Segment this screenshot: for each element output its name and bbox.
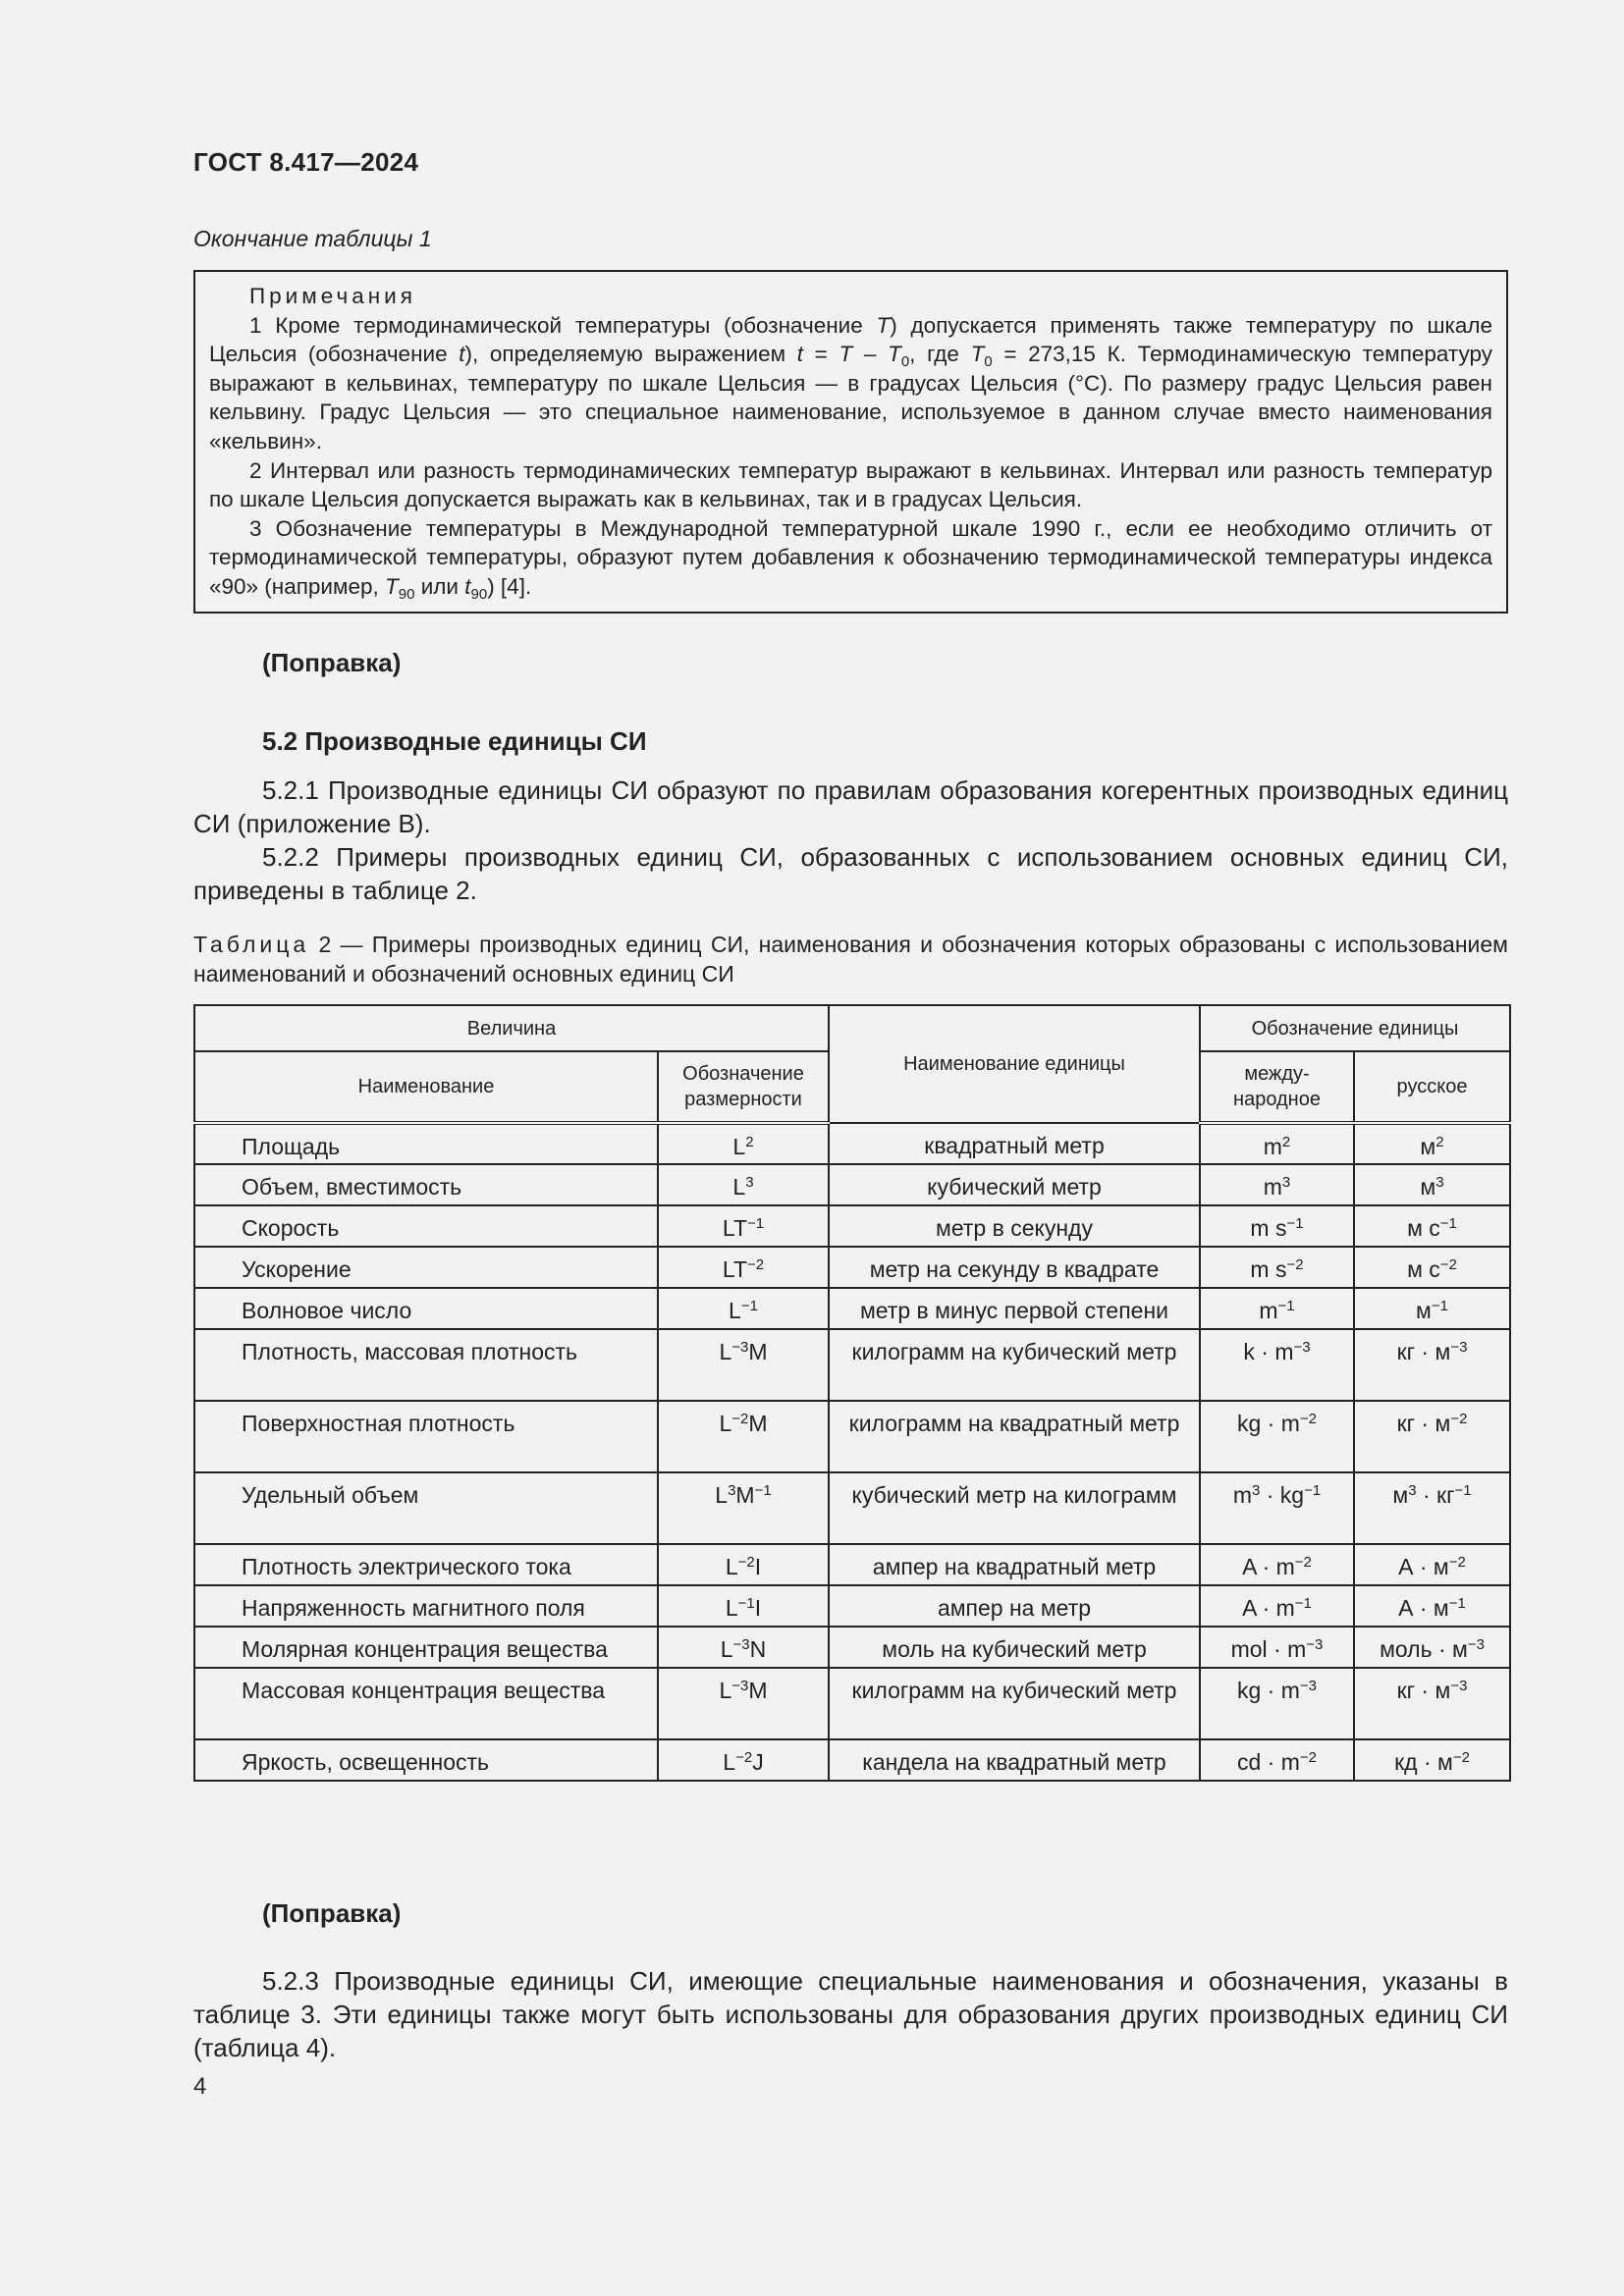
header-international: между-народное xyxy=(1200,1051,1354,1123)
unit-name-cell: метр на секунду в квадрате xyxy=(829,1247,1200,1288)
quantity-name-cell: Удельный объем xyxy=(194,1472,658,1544)
header-quantity: Величина xyxy=(194,1005,829,1051)
russian-symbol-cell: $м^2$ xyxy=(1354,1123,1510,1164)
header-unit-name: Наименование единицы xyxy=(829,1005,1200,1123)
unit-name-cell: кандела на квадратный метр xyxy=(829,1739,1200,1781)
international-symbol-cell: $k \cdot m^{-3}$ xyxy=(1200,1329,1354,1401)
quantity-name-cell: Напряженность магнитного поля xyxy=(194,1585,658,1627)
quantity-name-cell: Молярная концентрация вещества xyxy=(194,1627,658,1668)
quantity-name-cell: Ускорение xyxy=(194,1247,658,1288)
international-symbol-cell: $m^2$ xyxy=(1200,1123,1354,1164)
quantity-name-cell: Скорость xyxy=(194,1205,658,1247)
unit-name-cell: ампер на метр xyxy=(829,1585,1200,1627)
table-row xyxy=(194,1401,1510,1472)
russian-symbol-cell: м $с^{-2}$ xyxy=(1354,1247,1510,1288)
russian-symbol-cell: $м^3 \cdot кг^{-1}$ xyxy=(1354,1472,1510,1544)
russian-symbol-cell: кг · $м^{-3}$ xyxy=(1354,1329,1510,1401)
international-symbol-cell: $A \cdot m^{-1}$ xyxy=(1200,1585,1354,1627)
amendment-label-2: (Поправка) xyxy=(262,1898,402,1928)
russian-symbol-cell: кг · $м^{-3}$ xyxy=(1354,1668,1510,1739)
quantity-name-cell: Яркость, освещенность xyxy=(194,1739,658,1781)
paragraphs-521-522 xyxy=(193,774,1508,907)
russian-symbol-cell: кд · $м^{-2}$ xyxy=(1354,1739,1510,1781)
unit-name-cell: килограмм на квадратный метр xyxy=(829,1401,1200,1472)
international-symbol-cell: kg · $m^{-2}$ xyxy=(1200,1401,1354,1472)
table-row xyxy=(194,1247,1510,1288)
international-symbol-cell: m $s^{-1}$ xyxy=(1200,1205,1354,1247)
table-caption-label: Таблица xyxy=(193,932,310,957)
table-caption-text: 2 — Примеры производных единиц СИ, наименования и обозначения которых образованы с использованием наименований и обозначений основных единиц СИ xyxy=(193,932,1508,987)
unit-name-cell: ампер на квадратный метр xyxy=(829,1544,1200,1585)
international-symbol-cell: kg · $m^{-3}$ xyxy=(1200,1668,1354,1739)
international-symbol-cell: mol · $m^{-3}$ xyxy=(1200,1627,1354,1668)
header-name: Наименование xyxy=(194,1051,658,1123)
russian-symbol-cell: моль · $м^{-3}$ xyxy=(1354,1627,1510,1668)
dimension-cell: $L^{-2}M$ xyxy=(658,1401,829,1472)
note-3: 3 Обозначение температуры в Международной температурной шкале 1990 г., если ее необходимо отличить от термодинамической температуры, образуют путем добавления к обозначению термодинамической температуры индекса «90» (например, $T_{90}$ или $t_{90}$) [4]. xyxy=(209,515,1492,603)
header-dimension: Обозначение размерности xyxy=(658,1051,829,1123)
unit-name-cell: метр в минус первой степени xyxy=(829,1288,1200,1329)
russian-symbol-cell: $м^{-1}$ xyxy=(1354,1288,1510,1329)
unit-name-cell: килограмм на кубический метр xyxy=(829,1329,1200,1401)
table-caption xyxy=(193,930,1508,988)
international-symbol-cell: m $s^{-2}$ xyxy=(1200,1247,1354,1288)
international-symbol-cell: $m^3 \cdot kg^{-1}$ xyxy=(1200,1472,1354,1544)
table-row xyxy=(194,1164,1510,1205)
table-row xyxy=(194,1627,1510,1668)
russian-symbol-cell: $А \cdot м^{-2}$ xyxy=(1354,1544,1510,1585)
table-row xyxy=(194,1668,1510,1739)
quantity-name-cell: Площадь xyxy=(194,1123,658,1164)
dimension-cell: $LT^{-2}$ xyxy=(658,1247,829,1288)
note-1: 1 Кроме термодинамической температуры (обозначение T) допускается применять также температуру по шкале Цельсия (обозначение t), определяемую выражением $t = T - T_0$, где $T_0 = 273,15$ К. Термодинамическую температуру выражают в кельвинах, температуру по шкале Цельсия — в градусах Цельсия (°С). По размеру градус Цельсия равен кельвину. Градус Цельсия — это специальное наименование, используемое в данном случае вместо наименования «кельвин». xyxy=(209,312,1493,454)
para-5-2-3: 5.2.3 Производные единицы СИ, имеющие специальные наименования и обозначения, указаны в таблице 3. Эти единицы также могут быть использованы для образования других производных единиц СИ (таблица 4). xyxy=(193,1966,1508,2062)
amendment-label-1: (Поправка) xyxy=(262,648,402,677)
dimension-cell: $L^{-1}$ xyxy=(658,1288,829,1329)
table-row xyxy=(194,1329,1510,1401)
unit-name-cell: метр в секунду xyxy=(829,1205,1200,1247)
dimension-cell: $L^{-1}I$ xyxy=(658,1585,829,1627)
header-unit-symbol: Обозначение единицы xyxy=(1200,1005,1510,1051)
international-symbol-cell: $m^{-1}$ xyxy=(1200,1288,1354,1329)
international-symbol-cell: $m^3$ xyxy=(1200,1164,1354,1205)
dimension-cell: $L^2$ xyxy=(658,1123,829,1164)
unit-name-cell: моль на кубический метр xyxy=(829,1627,1200,1668)
russian-symbol-cell: $м^3$ xyxy=(1354,1164,1510,1205)
page-number: 4 xyxy=(193,2073,207,2100)
paragraph-523 xyxy=(193,1964,1508,2064)
header-russian: русское xyxy=(1354,1051,1510,1123)
dimension-cell: $L^{-2}J$ xyxy=(658,1739,829,1781)
russian-symbol-cell: $А \cdot м^{-1}$ xyxy=(1354,1585,1510,1627)
notes-box xyxy=(193,270,1508,614)
quantity-name-cell: Массовая концентрация вещества xyxy=(194,1668,658,1739)
unit-name-cell: квадратный метр xyxy=(829,1123,1200,1164)
table-row xyxy=(194,1739,1510,1781)
unit-name-cell: кубический метр на килограмм xyxy=(829,1472,1200,1544)
table-row xyxy=(194,1472,1510,1544)
dimension-cell: $L^{-3}M$ xyxy=(658,1668,829,1739)
note-2: 2 Интервал или разность термодинамических температур выражают в кельвинах. Интервал или разность температур по шкале Цельсия допускается выражать как в кельвинах, так и в градусах Цельсия. xyxy=(209,457,1492,512)
dimension-cell: $L^{-3}N$ xyxy=(658,1627,829,1668)
dimension-cell: $LT^{-1}$ xyxy=(658,1205,829,1247)
table-row xyxy=(194,1544,1510,1585)
table-continuation-label: Окончание таблицы 1 xyxy=(193,226,432,251)
table-row xyxy=(194,1585,1510,1627)
dimension-cell: $L^{-3}M$ xyxy=(658,1329,829,1401)
russian-symbol-cell: кг · $м^{-2}$ xyxy=(1354,1401,1510,1472)
section-title: 5.2 Производные единицы СИ xyxy=(262,726,647,756)
para-5-2-1: 5.2.1 Производные единицы СИ образуют по правилам образования когерентных производных единиц СИ (приложение В). xyxy=(193,775,1508,838)
international-symbol-cell: $A \cdot m^{-2}$ xyxy=(1200,1544,1354,1585)
table-row xyxy=(194,1123,1510,1164)
quantity-name-cell: Плотность электрического тока xyxy=(194,1544,658,1585)
quantity-name-cell: Поверхностная плотность xyxy=(194,1401,658,1472)
para-5-2-2: 5.2.2 Примеры производных единиц СИ, образованных с использованием основных единиц СИ, приведены в таблице 2. xyxy=(193,842,1508,905)
quantity-name-cell: Плотность, массовая плотность xyxy=(194,1329,658,1401)
dimension-cell: $L^3$ xyxy=(658,1164,829,1205)
unit-name-cell: кубический метр xyxy=(829,1164,1200,1205)
international-symbol-cell: cd · $m^{-2}$ xyxy=(1200,1739,1354,1781)
notes-title: Примечания xyxy=(249,284,416,308)
dimension-cell: $L^{-2}I$ xyxy=(658,1544,829,1585)
unit-name-cell: килограмм на кубический метр xyxy=(829,1668,1200,1739)
units-table xyxy=(193,1004,1511,1782)
table-row xyxy=(194,1288,1510,1329)
dimension-cell: $L^3M^{-1}$ xyxy=(658,1472,829,1544)
table-row xyxy=(194,1205,1510,1247)
document-header: ГОСТ 8.417—2024 xyxy=(193,147,419,177)
quantity-name-cell: Волновое число xyxy=(194,1288,658,1329)
russian-symbol-cell: м $с^{-1}$ xyxy=(1354,1205,1510,1247)
quantity-name-cell: Объем, вместимость xyxy=(194,1164,658,1205)
